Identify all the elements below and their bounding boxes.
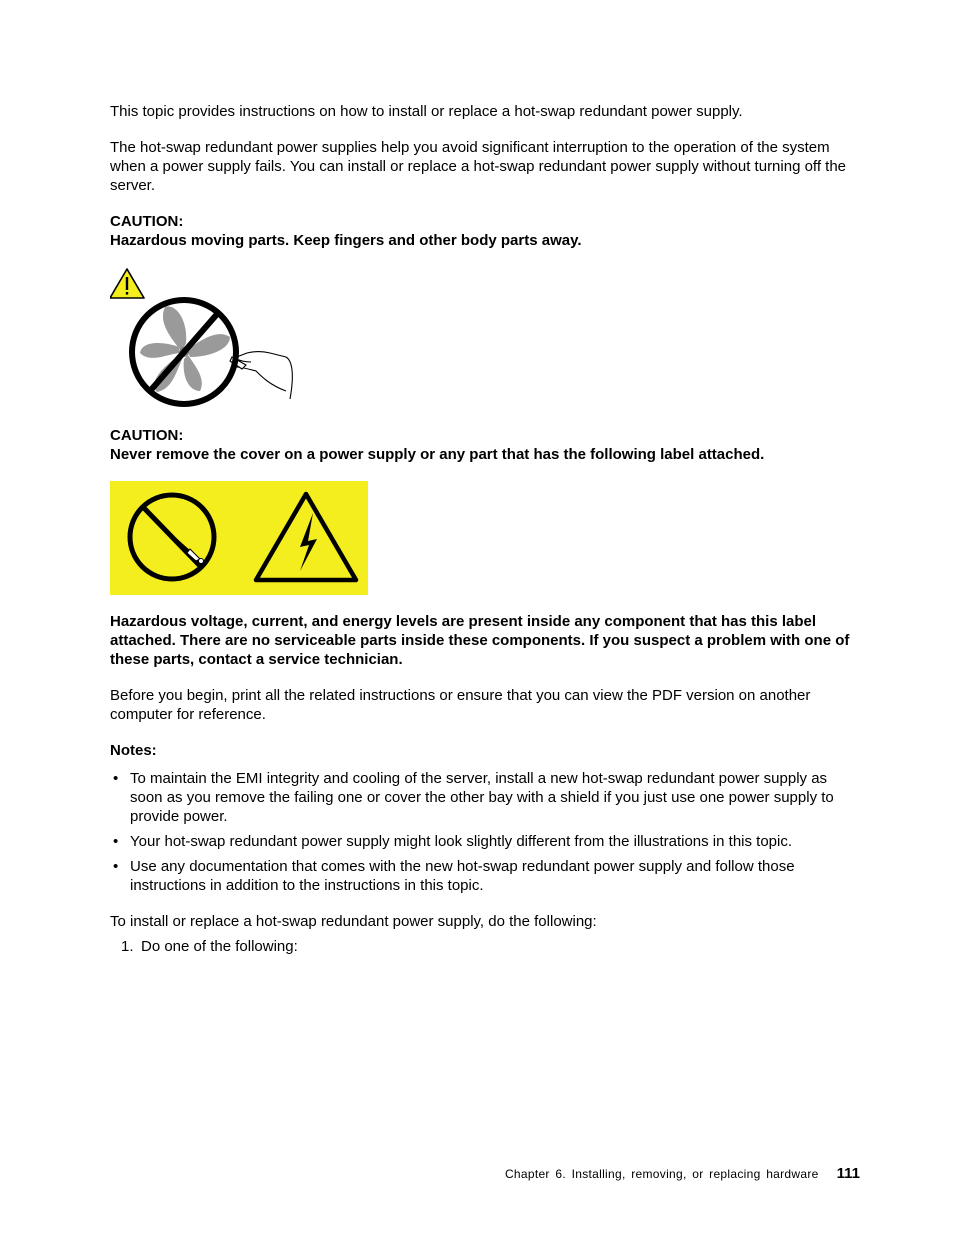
description-paragraph: The hot-swap redundant power supplies help you avoid significant interruption to the operation of the system when a power supply fails. You can install or replace a hot-swap redundant power supply without turning off the server. — [110, 139, 847, 194]
bullet-icon: • — [113, 770, 119, 787]
note-text: Use any documentation that comes with the new hot-swap redundant power supply and follow those instructions in addition to the instructions in this topic. — [130, 858, 795, 894]
procedure-intro: To install or replace a hot-swap redundant power supply, do the following: — [110, 913, 597, 930]
caution-heading: CAUTION: — [110, 427, 184, 444]
step-text: Do one of the following: — [141, 938, 298, 955]
electrical-hazard-label-icon — [110, 481, 368, 595]
warning-triangle-icon — [110, 269, 144, 298]
intro-paragraph: This topic provides instructions on how to install or replace a hot-swap redundant power supply. — [110, 103, 743, 120]
procedure-steps — [110, 937, 850, 956]
caution-power-supply-cover — [110, 426, 850, 464]
step-item — [110, 937, 850, 956]
step-number: 1. — [121, 938, 134, 955]
caution-moving-parts — [110, 212, 850, 250]
document-page — [110, 102, 850, 956]
notes-list — [110, 769, 850, 895]
hand-icon — [234, 352, 292, 400]
list-item — [110, 832, 850, 851]
hazard-voltage-statement: Hazardous voltage, current, and energy levels are present inside any component that has this label attached. There are no serviceable parts inside these components. If you suspect a problem with one of these parts, contact a service technician. — [110, 613, 850, 668]
list-item — [110, 769, 850, 826]
caution-text: Hazardous moving parts. Keep fingers and other body parts away. — [110, 232, 582, 249]
note-text: Your hot-swap redundant power supply might look slightly different from the illustrations in this topic. — [130, 833, 793, 850]
bullet-icon: • — [113, 833, 119, 850]
caution-text: Never remove the cover on a power supply or any part that has the following label attached. — [110, 446, 765, 463]
note-text: To maintain the EMI integrity and cooling of the server, install a new hot-swap redundant power supply as soon as you remove the failing one or cover the other bay with a shield if you just use one power supply to provide power. — [130, 770, 834, 825]
footer-chapter-title: Chapter 6. Installing, removing, or replacing hardware — [504, 1167, 819, 1181]
list-item — [110, 857, 850, 895]
caution-heading: CAUTION: — [110, 213, 184, 230]
before-begin-paragraph: Before you begin, print all the related instructions or ensure that you can view the PDF version on another computer for reference. — [110, 687, 811, 723]
page-number: 111 — [836, 1165, 860, 1182]
page-footer — [505, 1164, 860, 1184]
notes-heading: Notes: — [110, 742, 157, 759]
moving-parts-hazard-icon — [110, 267, 295, 409]
bullet-icon: • — [113, 858, 119, 875]
